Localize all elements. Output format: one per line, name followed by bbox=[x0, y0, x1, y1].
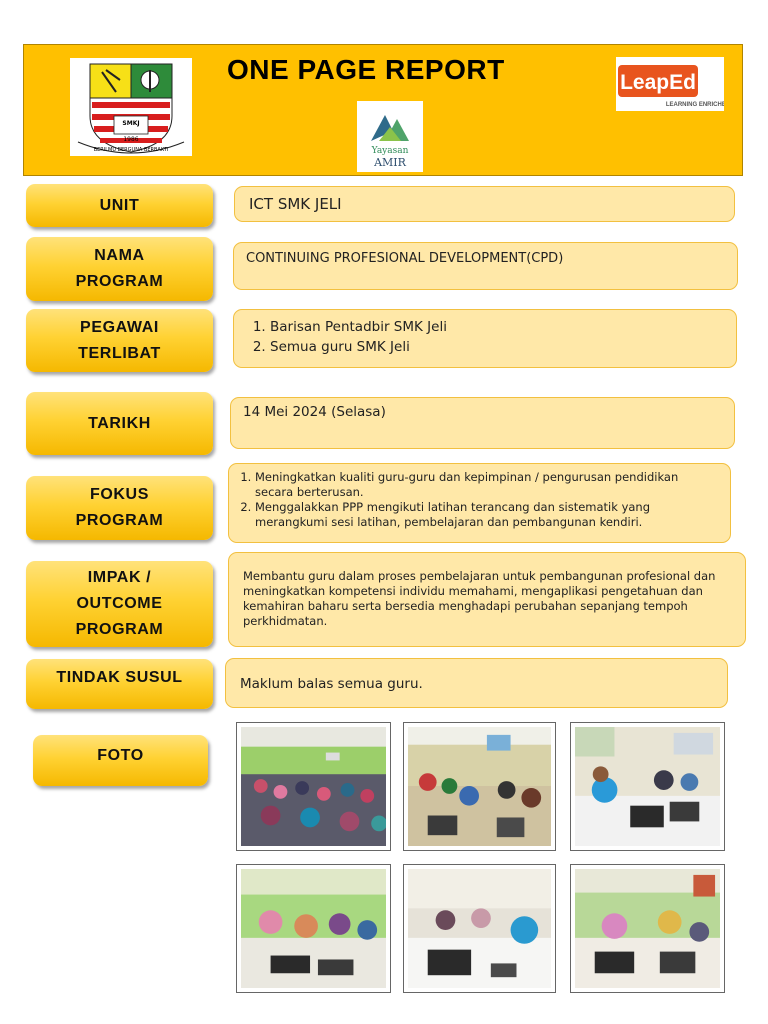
leaped-logo bbox=[616, 57, 724, 111]
crest-lettering-smkj: SMKJ bbox=[122, 120, 140, 127]
leaped-lettering: LeapEd bbox=[620, 71, 696, 94]
photo-6 bbox=[570, 864, 725, 993]
label-tindak-susul: TINDAK SUSUL bbox=[26, 659, 213, 709]
unit-value-box bbox=[234, 186, 735, 222]
school-crest-logo bbox=[70, 58, 192, 156]
label-pegawai-terlibat: PEGAWAI TERLIBAT bbox=[26, 309, 213, 372]
date-box bbox=[230, 397, 735, 449]
officer-item: 2. Semua guru SMK Jeli bbox=[270, 337, 722, 357]
page-title: ONE PAGE REPORT bbox=[227, 54, 505, 85]
date-value: 14 Mei 2024 (Selasa) bbox=[243, 404, 386, 420]
focus-box bbox=[228, 463, 731, 543]
label-tarikh: TARIKH bbox=[26, 392, 213, 455]
focus-list bbox=[239, 470, 720, 530]
impact-box bbox=[228, 552, 746, 647]
officers-list bbox=[248, 317, 722, 357]
photo-5 bbox=[403, 864, 556, 993]
photo-4 bbox=[236, 864, 391, 993]
crest-lettering-motto: BERILMU BERGUNA BERBAKTI bbox=[93, 147, 169, 153]
label-fokus-program: FOKUS PROGRAM bbox=[26, 476, 213, 540]
label-nama-program: NAMA PROGRAM bbox=[26, 237, 213, 301]
crest-lettering-year: 1986 bbox=[123, 136, 139, 143]
photo-3 bbox=[570, 722, 725, 851]
leaped-tagline: LEARNING ENRICHED bbox=[665, 102, 724, 108]
label-unit: UNIT bbox=[26, 184, 213, 227]
unit-value: ICT SMK JELI bbox=[249, 195, 342, 213]
program-name-value: CONTINUING PROFESIONAL DEVELOPMENT(CPD) bbox=[246, 251, 564, 266]
label-foto: FOTO bbox=[33, 735, 208, 786]
focus-item: 2. Menggalakkan PPP mengikuti latihan terancang dan sistematik yang merangkumi sesi latihan, pembelajaran dan pembangunan kendiri. bbox=[255, 500, 720, 530]
yayasan-amir-logo bbox=[357, 101, 423, 172]
impact-value: Membantu guru dalam proses pembelajaran untuk pembangunan profesional dan meningkatkan kompetensi individu memahami, mengaplikasi pengetahuan dan kemahiran baharu serta bersedia menghadapi perubahan sepanjang tempoh perkhidmatan. bbox=[243, 569, 716, 628]
follow-up-box bbox=[225, 658, 728, 708]
follow-up-value: Maklum balas semua guru. bbox=[240, 676, 423, 692]
foundation-lettering-amir: AMIR bbox=[374, 156, 406, 169]
photo-2 bbox=[403, 722, 556, 851]
focus-item: 1. Meningkatkan kualiti guru-guru dan kepimpinan / pengurusan pendidikan secara berterusan. bbox=[255, 470, 720, 500]
officer-item: 1. Barisan Pentadbir SMK Jeli bbox=[270, 317, 722, 337]
program-name-box bbox=[233, 242, 738, 290]
label-impak-outcome: IMPAK / OUTCOME PROGRAM bbox=[26, 561, 213, 647]
officers-box bbox=[233, 309, 737, 368]
foundation-lettering-yayasan: Yayasan bbox=[371, 146, 409, 156]
photo-1 bbox=[236, 722, 391, 851]
